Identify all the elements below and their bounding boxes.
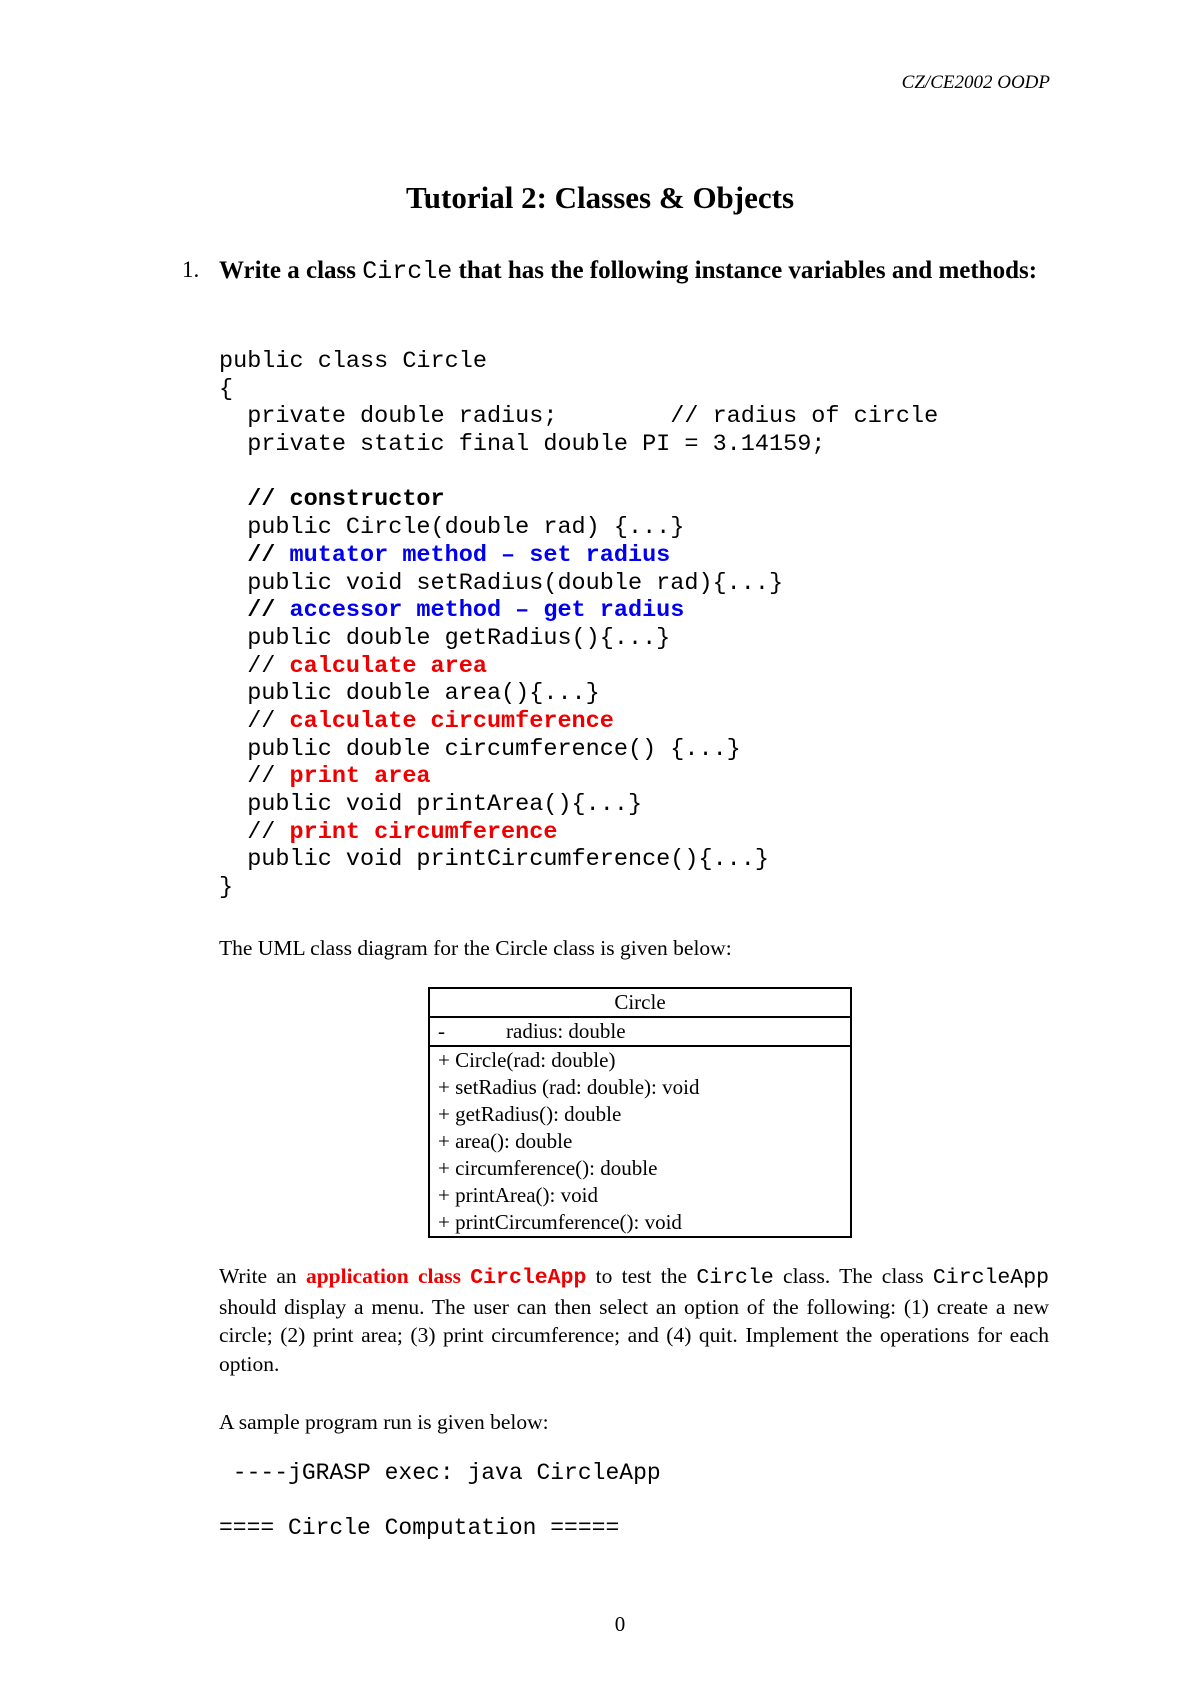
- code-comment-prefix: //: [219, 707, 290, 735]
- sample-output-line: ----jGRASP exec: java CircleApp: [219, 1460, 661, 1486]
- code-line: public void printCircumference(){...}: [219, 846, 769, 874]
- code-line: private double radius; // radius of circle: [219, 403, 939, 431]
- code-line: }: [219, 874, 234, 902]
- code-line: public class Circle: [219, 348, 487, 375]
- page-title: Tutorial 2: Classes & Objects: [405, 180, 795, 215]
- code-line: private static final double PI = 3.14159;: [219, 431, 826, 459]
- uml-method: + getRadius(): double: [438, 1102, 622, 1126]
- question-text: Write a class Circle that has the following instance variables and methods:: [219, 257, 1038, 286]
- uml-method: + area(): double: [438, 1129, 573, 1153]
- code-line: [219, 597, 938, 625]
- uml-method: + printCircumference(): void: [438, 1210, 682, 1234]
- code-line: [219, 708, 938, 736]
- code-line: public Circle(double rad) {...}: [219, 514, 685, 542]
- code-comment-prefix: //: [219, 818, 290, 846]
- code-line: // constructor: [219, 486, 445, 514]
- uml-method: + printArea(): void: [438, 1183, 598, 1207]
- code-comment-text: mutator method – set radius: [289, 541, 671, 569]
- code-comment-text: accessor method – get radius: [289, 597, 685, 625]
- code-line: [219, 459, 938, 487]
- sample-output-line: ==== Circle Computation =====: [219, 1515, 620, 1541]
- code-line: [219, 763, 938, 791]
- uml-method: + circumference(): double: [438, 1156, 658, 1180]
- uml-methods: [430, 1047, 850, 1236]
- uml-method: + setRadius (rad: double): void: [438, 1075, 700, 1099]
- code-comment-text: print circumference: [289, 818, 558, 846]
- code-comment-prefix: //: [219, 763, 290, 791]
- question-number: 1.: [182, 257, 200, 282]
- uml-attributes: - radius: double: [430, 1018, 850, 1047]
- code-line: [219, 819, 938, 847]
- uml-method: + Circle(rad: double): [438, 1048, 616, 1072]
- code-line: public void printArea(){...}: [219, 791, 643, 818]
- sample-intro: A sample program run is given below:: [219, 1410, 549, 1434]
- code-line: public double getRadius(){...}: [219, 624, 671, 652]
- code-block: [219, 348, 938, 902]
- code-comment-text: calculate area: [289, 652, 487, 680]
- code-line: [219, 653, 938, 681]
- code-line: {: [219, 375, 234, 403]
- task-paragraph: Write an application class CircleApp to test the Circle class. The class CircleApp should display a menu. The user can then select an option of the following: (1) create a new circle; (2) print area; (3) print circumference; and (4) quit. Implement the operations for each option.: [219, 1264, 1050, 1376]
- page-number: 0: [614, 1612, 626, 1636]
- course-header: CZ/CE2002 OODP: [901, 72, 1050, 93]
- code-line: public double circumference() {...}: [219, 735, 741, 763]
- code-line: public void setRadius(double rad){...}: [219, 569, 784, 597]
- code-comment-prefix: //: [219, 541, 290, 569]
- code-comment-prefix: //: [219, 652, 290, 680]
- code-comment-text: calculate circumference: [289, 707, 614, 735]
- code-line: [219, 542, 938, 570]
- uml-class-diagram: [428, 987, 852, 1238]
- uml-intro: The UML class diagram for the Circle class is given below:: [219, 936, 732, 960]
- code-comment-text: print area: [289, 763, 431, 791]
- code-line: public double area(){...}: [219, 680, 600, 708]
- code-comment-prefix: //: [219, 597, 290, 625]
- uml-class-name: Circle: [430, 989, 850, 1018]
